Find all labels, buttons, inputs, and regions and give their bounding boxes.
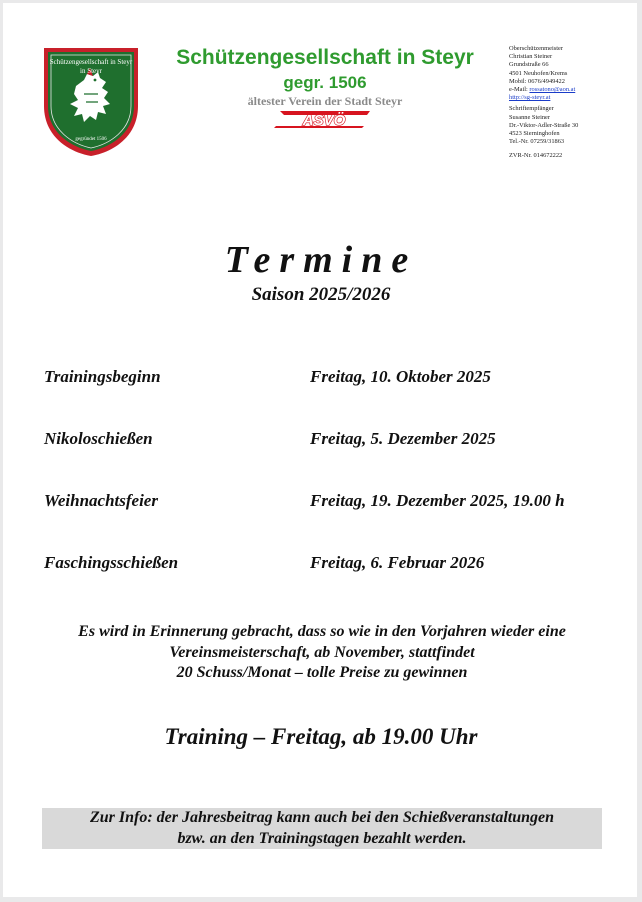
email-link[interactable]: rossatono@aon.at bbox=[529, 86, 576, 94]
contact-line: 4523 Sierninghofen bbox=[509, 130, 560, 138]
contact-line: 4501 Neuhofen/Krems bbox=[509, 69, 568, 77]
asvoe-logo bbox=[274, 108, 374, 130]
contact-block bbox=[509, 45, 637, 161]
event-date: Freitag, 19. Dezember 2025, 19.00 h bbox=[310, 491, 565, 510]
season-subtitle: Saison 2025/2026 bbox=[251, 284, 391, 305]
contact-line: Oberschützenmeister bbox=[509, 45, 563, 52]
contact-line: Christian Steiner bbox=[509, 53, 553, 61]
event-date: Freitag, 6. Februar 2026 bbox=[310, 553, 485, 572]
crest-text-bottom: gegründet 1506 bbox=[75, 137, 107, 142]
crest-text-top: Schützengesellschaft in Steyr bbox=[49, 58, 133, 66]
event-label: Weihnachtsfeier bbox=[44, 491, 158, 510]
note-line: 20 Schuss/Monat – tolle Preise zu gewinnen bbox=[176, 664, 468, 681]
svg-text:in Steyr: in Steyr bbox=[80, 67, 102, 75]
championship-note bbox=[40, 622, 604, 684]
info-line: Zur Info: der Jahresbeitrag kann auch bei den Schießveranstaltungen bbox=[89, 809, 555, 826]
website-link[interactable]: http://sg-steyr.at bbox=[509, 94, 551, 102]
info-line: bzw. an den Trainingstagen bezahlt werden. bbox=[177, 829, 467, 847]
training-schedule: Training – Freitag, ab 19.00 Uhr bbox=[164, 724, 478, 749]
contact-line: Dr.-Viktor-Adler-Straße 30 bbox=[509, 121, 579, 129]
club-name: Schützengesellschaft in Steyr bbox=[176, 46, 474, 69]
email-line bbox=[509, 86, 637, 94]
founded-year: gegr. 1506 bbox=[283, 73, 367, 92]
note-line: Vereinsmeisterschaft, ab November, stattfindet bbox=[169, 643, 475, 661]
asvoe-logo-text: ASVÖ bbox=[302, 112, 346, 129]
club-crest-logo bbox=[40, 44, 142, 158]
email-label: e-Mail: bbox=[509, 86, 530, 94]
zvr-number: ZVR-Nr. 014672222 bbox=[509, 152, 563, 160]
event-date: Freitag, 10. Oktober 2025 bbox=[310, 367, 491, 386]
page-title: Termine bbox=[224, 239, 418, 281]
note-line: Es wird in Erinnerung gebracht, dass so wie in den Vorjahren wieder eine bbox=[78, 623, 566, 640]
contact-line: Tel.-Nr. 07259/31863 bbox=[509, 138, 565, 146]
event-label: Nikoloschießen bbox=[44, 429, 153, 448]
contact-line: Grundstraße 66 bbox=[509, 61, 549, 69]
oldest-club-tagline: ältester Verein der Stadt Steyr bbox=[247, 94, 403, 108]
contact-line: Schriftempfänger bbox=[509, 105, 554, 113]
membership-fee-info bbox=[42, 808, 602, 849]
event-label: Trainingsbeginn bbox=[44, 367, 161, 386]
event-label: Faschingsschießen bbox=[44, 553, 179, 572]
event-date: Freitag, 5. Dezember 2025 bbox=[310, 429, 496, 448]
contact-line: Mobil: 0676/4949422 bbox=[509, 77, 565, 85]
contact-line: Susanne Steiner bbox=[509, 113, 550, 121]
